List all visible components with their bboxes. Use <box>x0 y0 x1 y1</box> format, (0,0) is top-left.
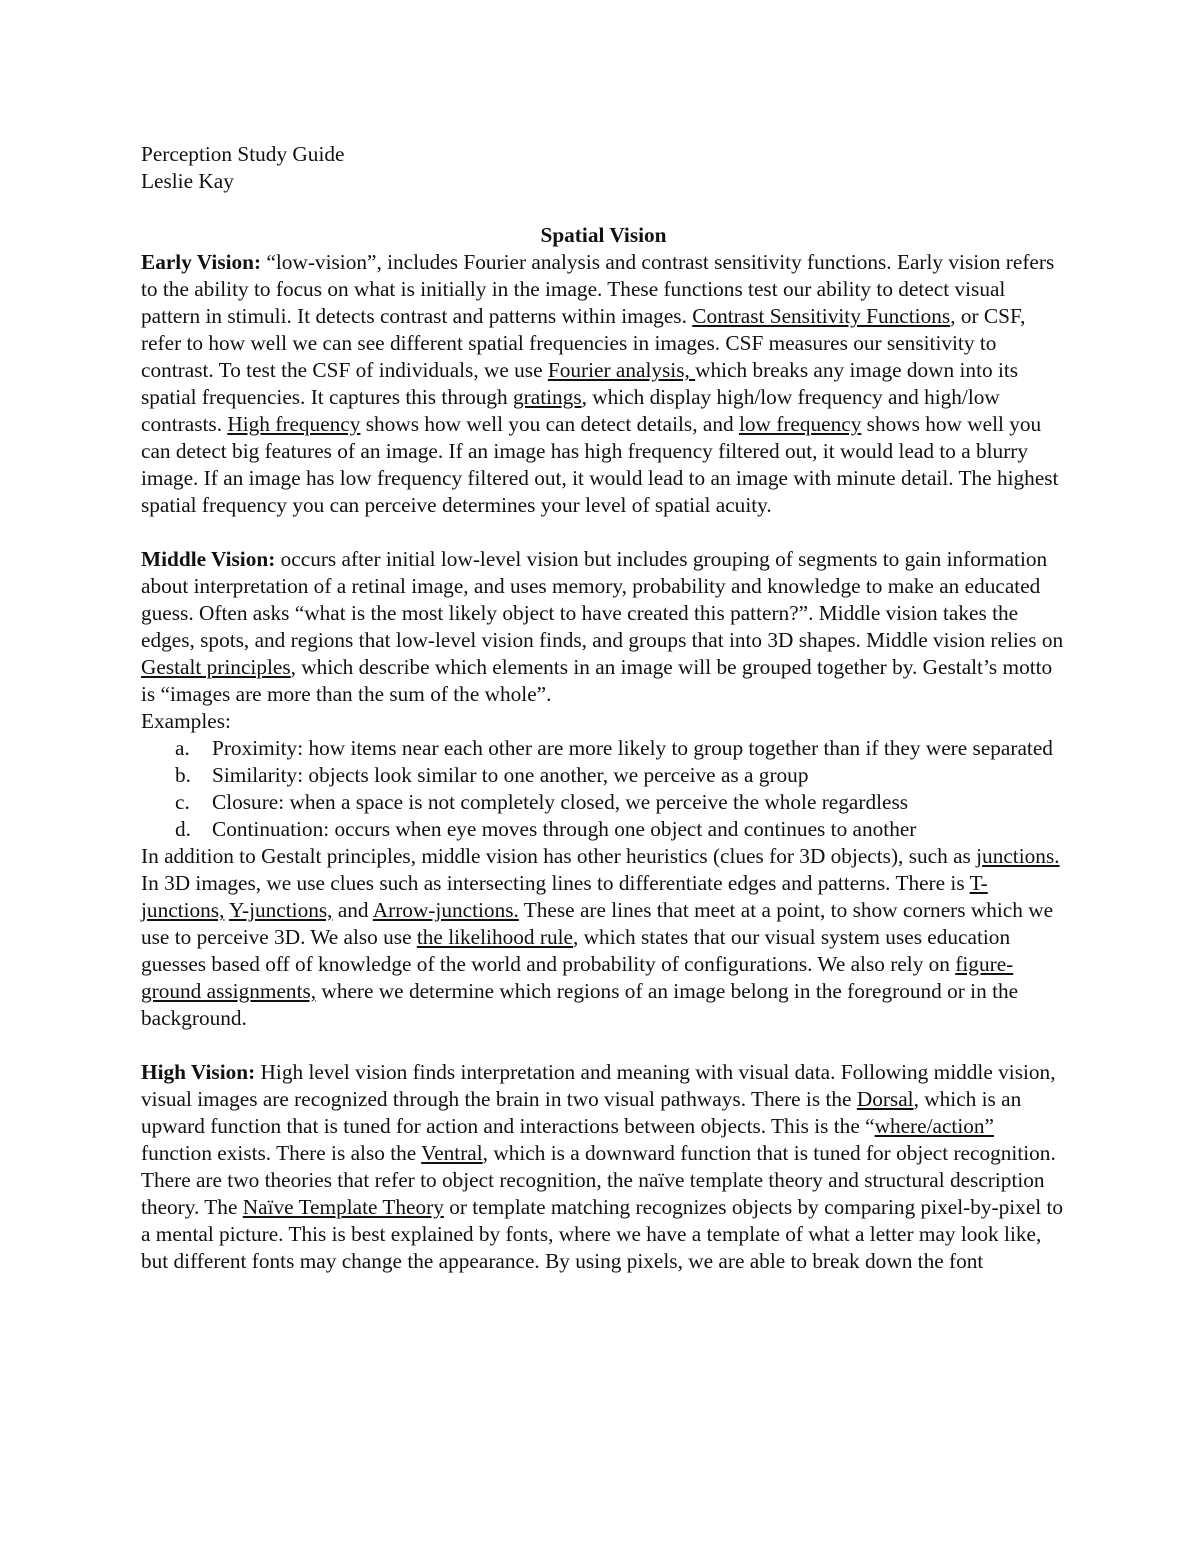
early-vision-label: Early Vision: <box>141 250 262 274</box>
term-where-action: where/action” <box>874 1114 994 1138</box>
middle-vision-paragraph <box>141 546 1066 708</box>
heuristics-text-5: These are lines that meet at a point, to show corners which we use to perceive 3D. We also use <box>141 898 1054 949</box>
heuristics-text-2: In 3D images, we use clues such as intersecting lines to differentiate edges and patterns. There is <box>141 871 970 895</box>
examples-list <box>141 735 1066 843</box>
list-item-text: Similarity: objects look similar to one another, we perceive as a group <box>212 763 809 787</box>
term-likelihood-rule: the likelihood rule <box>416 925 573 949</box>
list-item <box>141 735 1066 762</box>
middle-vision-label: Middle Vision: <box>141 547 276 571</box>
term-ventral: Ventral <box>421 1141 483 1165</box>
list-item <box>141 816 1066 843</box>
section-title: Spatial Vision <box>540 223 667 247</box>
term-gratings: gratings <box>513 385 582 409</box>
early-text-1: “low-vision”, includes Fourier analysis and contrast sensitivity functions. Early vision refers to the ability to focus on what is initially in the image. These functions test our ability to detect visual pattern in stimuli. It detects contrast and patterns within images. <box>141 250 1055 328</box>
term-dorsal: Dorsal <box>856 1087 914 1111</box>
high-text-2: , which is an upward function that is tuned for action and interactions between objects. This is the “ <box>141 1087 1022 1138</box>
term-t-junctions: T-junctions, <box>141 871 988 922</box>
heuristics-text-1: In addition to Gestalt principles, middle vision has other heuristics (clues for 3D objects), such as <box>141 844 977 868</box>
paragraph-gap <box>141 519 1066 546</box>
term-y-junctions: Y-junctions, <box>228 898 333 922</box>
middle-text-2: , which describe which elements in an image will be grouped together by. Gestalt’s motto is “images are more than the sum of the whole”. <box>141 655 1053 706</box>
heuristics-text-4: and <box>332 898 373 922</box>
list-item <box>141 789 1066 816</box>
list-marker: d. <box>175 817 191 841</box>
high-text-1: High level vision finds interpretation and meaning with visual data. Following middle vision, visual images are recognized through the brain in two visual pathways. There is the <box>141 1060 1056 1111</box>
high-text-5: or template matching recognizes objects by comparing pixel-by-pixel to a mental picture. This is best explained by fonts, where we have a template of what a letter may look like, but different fonts may change the appearance. By using pixels, we are able to break down the font <box>141 1195 1064 1273</box>
middle-text-1: occurs after initial low-level vision but includes grouping of segments to gain information about interpretation of a retinal image, and uses memory, probability and knowledge to make an educated guess. Often asks “what is the most likely object to have created this pattern?”. Middle vision takes the edges, spots, and regions that low-level vision finds, and groups that into 3D shapes. Middle vision relies on <box>141 547 1064 652</box>
document-page <box>141 141 1066 1275</box>
high-text-3: function exists. There is also the <box>141 1141 422 1165</box>
list-marker: c. <box>175 790 190 814</box>
heuristics-text-6: , which states that our visual system uses education guesses based off of knowledge of the world and probability of configurations. We also rely on <box>141 925 1011 976</box>
term-figure-ground-assignments: figure-ground assignments, <box>141 952 1014 1003</box>
document-title: Perception Study Guide <box>141 142 345 166</box>
early-text-3: which breaks any image down into its spatial frequencies. It captures this through <box>141 358 1019 409</box>
term-naive-template-theory: Naïve Template Theory <box>242 1195 444 1219</box>
term-arrow-junctions: Arrow-junctions. <box>372 898 519 922</box>
paragraph-gap <box>141 1032 1066 1059</box>
high-vision-paragraph <box>141 1059 1066 1275</box>
list-item-text: Closure: when a space is not completely closed, we perceive the whole regardless <box>212 790 909 814</box>
term-fourier-analysis: Fourier analysis, <box>547 358 696 382</box>
term-high-frequency: High frequency <box>227 412 361 436</box>
list-item-text: Proximity: how items near each other are more likely to group together than if they were separated <box>212 736 1053 760</box>
early-vision-paragraph <box>141 249 1066 519</box>
heuristics-paragraph <box>141 843 1066 1032</box>
term-gestalt-principles: Gestalt principles <box>141 655 291 679</box>
list-item-text: Continuation: occurs when eye moves through one object and continues to another <box>212 817 917 841</box>
list-item <box>141 762 1066 789</box>
early-text-2: , or CSF, refer to how well we can see different spatial frequencies in images. CSF measures our sensitivity to contrast. To test the CSF of individuals, we use <box>141 304 1026 382</box>
heuristics-text-7: where we determine which regions of an image belong in the foreground or in the background. <box>141 979 1019 1030</box>
early-text-6: shows how well you can detect big features of an image. If an image has high frequency filtered out, it would lead to a blurry image. If an image has low frequency filtered out, it would lead to an image with minute detail. The highest spatial frequency you can perceive determines your level of spatial acuity. <box>141 412 1059 517</box>
author-name: Leslie Kay <box>141 169 234 193</box>
early-text-5: shows how well you can detect details, and <box>360 412 739 436</box>
term-junctions: junctions. <box>976 844 1060 868</box>
high-text-4: , which is a downward function that is tuned for object recognition. There are two theories that refer to object recognition, the naïve template theory and structural description theory. The <box>141 1141 1056 1219</box>
early-text-4: , which display high/low frequency and high/low contrasts. <box>141 385 1000 436</box>
list-marker: a. <box>175 736 190 760</box>
term-contrast-sensitivity-functions: Contrast Sensitivity Functions <box>692 304 951 328</box>
list-marker: b. <box>175 763 191 787</box>
examples-label: Examples: <box>141 709 231 733</box>
term-low-frequency: low frequency <box>738 412 862 436</box>
high-vision-label: High Vision: <box>141 1060 256 1084</box>
